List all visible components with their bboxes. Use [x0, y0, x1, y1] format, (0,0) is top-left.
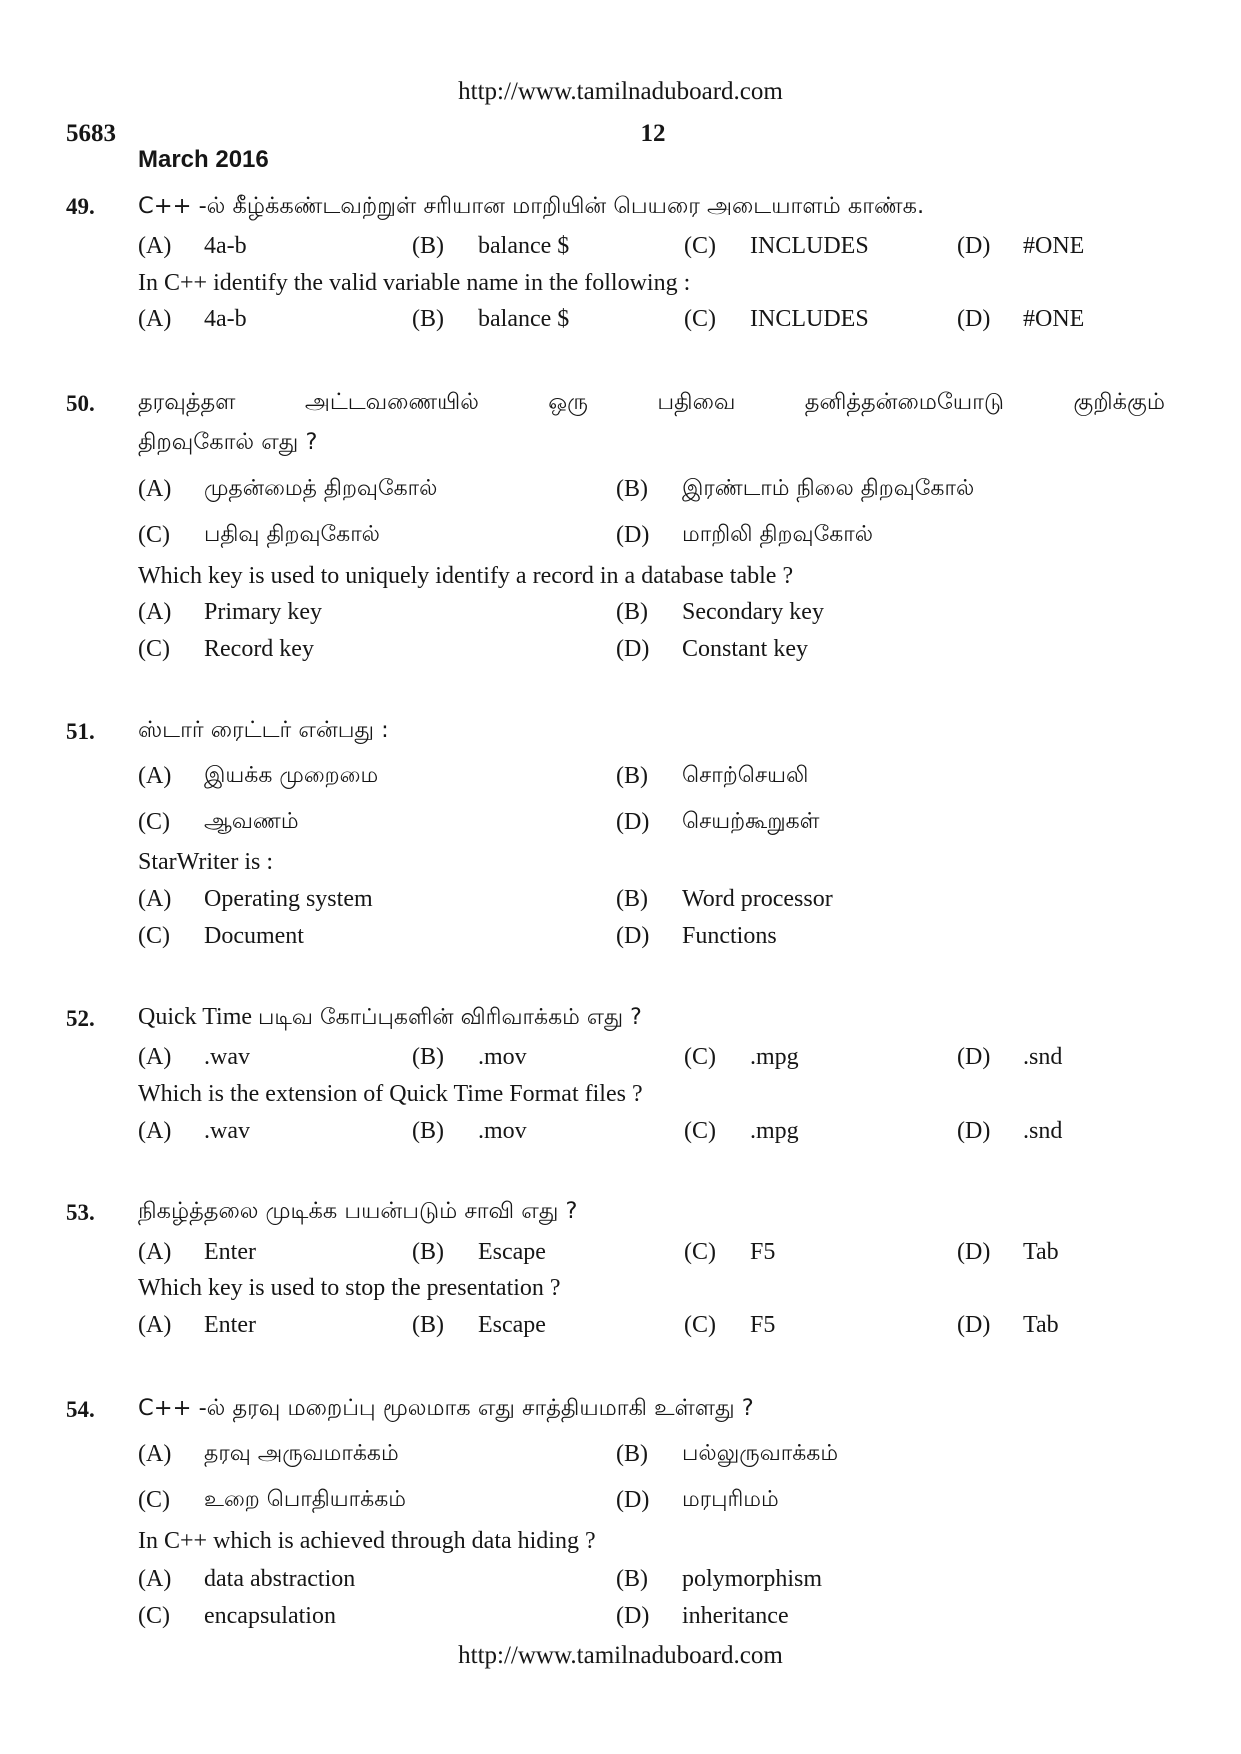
question-number: 51.	[66, 719, 95, 744]
option-label: (A)	[138, 1239, 172, 1265]
option-label: (B)	[412, 306, 444, 332]
option-text: இரண்டாம் நிலை திறவுகோல்	[682, 476, 975, 501]
option-text: .wav	[204, 1044, 250, 1070]
option-c-english	[138, 1603, 336, 1630]
option-label: (D)	[957, 1118, 991, 1144]
option-label: (A)	[138, 886, 172, 912]
option-label: (C)	[684, 306, 716, 332]
option-text: #ONE	[1023, 306, 1085, 332]
option-a-tamil	[138, 233, 247, 260]
option-a-english	[138, 886, 373, 913]
option-text: F5	[750, 1312, 776, 1338]
option-label: (A)	[138, 1566, 172, 1592]
option-label: (C)	[684, 1044, 716, 1070]
option-text: Operating system	[204, 886, 373, 912]
option-b-english	[616, 1566, 822, 1593]
english-stem: Which is the extension of Quick Time Format files ?	[138, 1081, 643, 1107]
option-a-english	[138, 306, 247, 333]
option-b-english	[412, 1118, 527, 1145]
english-stem: Which key is used to stop the presentation ?	[138, 1275, 561, 1301]
option-label: (C)	[684, 1118, 716, 1144]
option-label: (A)	[138, 306, 172, 332]
option-d-tamil	[616, 1487, 779, 1515]
option-text: encapsulation	[204, 1603, 336, 1629]
option-text: .mpg	[750, 1044, 799, 1070]
page-number: 12	[640, 120, 666, 147]
option-b-english	[412, 1312, 546, 1339]
option-a-tamil	[138, 763, 378, 791]
option-text: Word processor	[682, 886, 833, 912]
tamil-stem-prefix: Quick Time	[138, 1004, 253, 1030]
option-text: உறை பொதியாக்கம்	[204, 1487, 406, 1512]
option-d-english	[616, 923, 777, 950]
option-text: .mov	[478, 1118, 527, 1144]
option-d-tamil	[957, 1239, 1059, 1266]
option-c-tamil	[684, 1239, 775, 1266]
option-text: சொற்செயலி	[682, 763, 809, 788]
option-text: மாறிலி திறவுகோல்	[682, 522, 874, 547]
option-text: inheritance	[682, 1603, 789, 1629]
option-label: (A)	[138, 476, 172, 502]
tamil-stem-line1: தரவுத்தள அட்டவணையில் ஒரு பதிவை தனித்தன்மையோடு குறிக்கும்	[138, 389, 1165, 415]
option-text: .mpg	[750, 1118, 799, 1144]
option-text: Record key	[204, 636, 314, 662]
option-label: (D)	[957, 233, 991, 259]
option-label: (C)	[138, 522, 170, 548]
option-a-tamil	[138, 476, 437, 504]
option-label: (A)	[138, 599, 172, 625]
option-d-english	[616, 636, 808, 663]
paper-code: 5683	[66, 120, 116, 147]
option-label: (D)	[616, 522, 650, 548]
option-label: (D)	[957, 1239, 991, 1265]
option-text: இயக்க முறைமை	[204, 763, 379, 788]
english-stem: In C++ which is achieved through data hiding ?	[138, 1528, 596, 1554]
option-text: ஆவணம்	[204, 809, 299, 834]
option-d-english	[957, 306, 1084, 333]
option-text: Functions	[682, 923, 777, 949]
option-text: Escape	[478, 1239, 546, 1265]
option-d-english	[957, 1118, 1062, 1145]
option-b-tamil	[616, 1441, 838, 1469]
option-c-english	[684, 306, 869, 333]
tamil-stem-text: படிவ கோப்புகளின் விரிவாக்கம் எது ?	[258, 1005, 642, 1030]
option-text: polymorphism	[682, 1566, 823, 1592]
option-text: Escape	[478, 1312, 546, 1338]
option-c-english	[138, 923, 304, 950]
english-stem: In C++ identify the valid variable name in the following :	[138, 270, 691, 296]
option-text: முதன்மைத் திறவுகோல்	[204, 476, 438, 501]
option-label: (A)	[138, 1312, 172, 1338]
option-b-tamil	[412, 1239, 546, 1266]
option-label: (D)	[957, 306, 991, 332]
option-d-english	[616, 1603, 789, 1630]
option-label: (A)	[138, 233, 172, 259]
question-number: 49.	[66, 194, 95, 219]
option-label: (D)	[616, 1487, 650, 1513]
option-text: Secondary key	[682, 599, 824, 625]
option-b-english	[616, 599, 824, 626]
option-a-tamil	[138, 1239, 256, 1266]
option-label: (A)	[138, 1441, 172, 1467]
option-label: (B)	[412, 1118, 444, 1144]
option-label: (B)	[616, 476, 648, 502]
option-label: (D)	[616, 1603, 650, 1629]
option-text: balance $	[478, 306, 570, 332]
option-label: (A)	[138, 1044, 172, 1070]
option-text: F5	[750, 1239, 776, 1265]
option-text: Enter	[204, 1239, 256, 1265]
option-text: Enter	[204, 1312, 256, 1338]
option-a-english	[138, 1312, 256, 1339]
option-text: தரவு அருவமாக்கம்	[204, 1441, 399, 1466]
option-b-english	[412, 306, 569, 333]
option-b-english	[616, 886, 833, 913]
tamil-stem: ஸ்டார் ரைட்டர் என்பது :	[138, 717, 389, 743]
option-text: செயற்கூறுகள்	[682, 809, 820, 834]
option-label: (B)	[616, 1441, 648, 1467]
option-a-tamil	[138, 1441, 399, 1469]
question-number: 54.	[66, 1397, 95, 1422]
option-text: Tab	[1023, 1312, 1059, 1338]
option-text: INCLUDES	[750, 306, 869, 332]
tamil-stem: C++ -ல் கீழ்க்கண்டவற்றுள் சரியான மாறியின் பெயரை அடையாளம் காண்க.	[138, 193, 925, 219]
option-a-tamil	[138, 1044, 250, 1071]
option-label: (C)	[684, 1239, 716, 1265]
option-label: (C)	[684, 233, 716, 259]
option-text: .mov	[478, 1044, 527, 1070]
option-text: பதிவு திறவுகோல்	[204, 522, 380, 547]
option-label: (A)	[138, 1118, 172, 1144]
option-a-english	[138, 1118, 250, 1145]
option-text: #ONE	[1023, 233, 1085, 259]
header-url: http://www.tamilnaduboard.com	[458, 78, 783, 105]
option-text: .wav	[204, 1118, 250, 1144]
english-stem: StarWriter is :	[138, 849, 273, 875]
option-d-tamil	[957, 1044, 1062, 1071]
option-d-english	[957, 1312, 1059, 1339]
option-text: Tab	[1023, 1239, 1059, 1265]
option-c-tamil	[138, 809, 299, 837]
option-label: (A)	[138, 763, 172, 789]
option-text: 4a-b	[204, 306, 247, 332]
option-c-tamil	[684, 1044, 799, 1071]
option-d-tamil	[957, 233, 1084, 260]
tamil-stem: நிகழ்த்தலை முடிக்க பயன்படும் சாவி எது ?	[138, 1198, 578, 1224]
option-c-tamil	[138, 522, 380, 550]
option-label: (D)	[957, 1044, 991, 1070]
option-b-tamil	[616, 763, 808, 791]
option-c-tamil	[138, 1487, 406, 1515]
option-label: (D)	[616, 809, 650, 835]
option-text: balance $	[478, 233, 570, 259]
exam-session: March 2016	[138, 146, 269, 173]
option-label: (B)	[616, 886, 648, 912]
option-label: (B)	[616, 763, 648, 789]
option-label: (D)	[957, 1312, 991, 1338]
option-label: (B)	[412, 1312, 444, 1338]
option-text: .snd	[1023, 1118, 1063, 1144]
question-number: 52.	[66, 1006, 95, 1031]
option-label: (B)	[616, 1566, 648, 1592]
option-c-english	[138, 636, 314, 663]
footer-url: http://www.tamilnaduboard.com	[458, 1642, 783, 1669]
option-text: Constant key	[682, 636, 808, 662]
english-stem: Which key is used to uniquely identify a record in a database table ?	[138, 563, 794, 589]
option-a-english	[138, 599, 322, 626]
tamil-stem-line2: திறவுகோல் எது ?	[138, 429, 318, 455]
option-c-english	[684, 1312, 775, 1339]
option-label: (C)	[138, 1487, 170, 1513]
option-label: (C)	[138, 1603, 170, 1629]
option-text: மரபுரிமம்	[682, 1487, 779, 1512]
option-label: (C)	[138, 809, 170, 835]
option-text: பல்லுருவாக்கம்	[682, 1441, 839, 1466]
option-text: Document	[204, 923, 304, 949]
question-number: 50.	[66, 391, 95, 416]
option-label: (C)	[138, 636, 170, 662]
option-b-tamil	[616, 476, 974, 504]
option-label: (B)	[616, 599, 648, 625]
option-b-tamil	[412, 1044, 527, 1071]
option-text: Primary key	[204, 599, 322, 625]
option-text: data abstraction	[204, 1566, 356, 1592]
option-label: (C)	[684, 1312, 716, 1338]
option-c-english	[684, 1118, 799, 1145]
option-a-english	[138, 1566, 355, 1593]
option-text: .snd	[1023, 1044, 1063, 1070]
option-label: (B)	[412, 1044, 444, 1070]
option-text: 4a-b	[204, 233, 247, 259]
option-text: INCLUDES	[750, 233, 869, 259]
option-b-tamil	[412, 233, 569, 260]
tamil-stem	[138, 1004, 642, 1033]
option-label: (C)	[138, 923, 170, 949]
option-label: (D)	[616, 636, 650, 662]
option-label: (D)	[616, 923, 650, 949]
option-d-tamil	[616, 522, 873, 550]
option-c-tamil	[684, 233, 869, 260]
option-d-tamil	[616, 809, 820, 837]
option-label: (B)	[412, 233, 444, 259]
tamil-stem: C++ -ல் தரவு மறைப்பு மூலமாக எது சாத்தியமாகி உள்ளது ?	[138, 1395, 754, 1421]
option-label: (B)	[412, 1239, 444, 1265]
question-number: 53.	[66, 1200, 95, 1225]
